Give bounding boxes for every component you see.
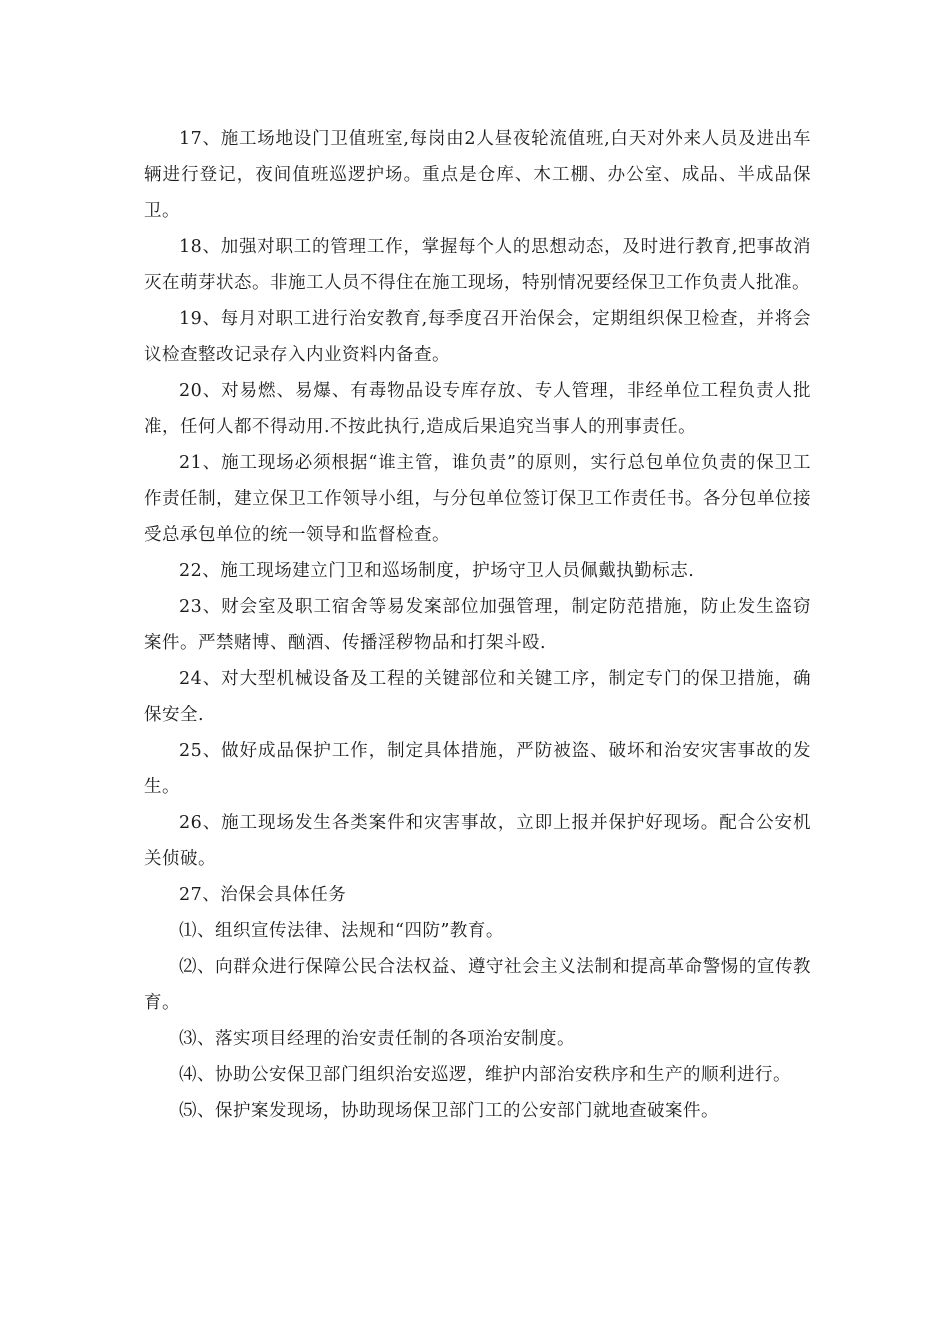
- list-item-3: ⑶、落实项目经理的治安责任制的各项治安制度。: [179, 1029, 575, 1049]
- paragraph-18: 18、加强对职工的管理工作，掌握每个人的思想动态，及时进行教育,把事故消灭在萌芽状态。非施工人员不得住在施工现场，特别情况要经保卫工作负责人批准。: [144, 237, 811, 293]
- paragraph-22: 22、施工现场建立门卫和巡场制度，护场守卫人员佩戴执勤标志.: [179, 561, 695, 581]
- paragraph-21: 21、施工现场必须根据“谁主管，谁负责”的原则，实行总包单位负责的保卫工作责任制，建立保卫工作领导小组，与分包单位签订保卫工作责任书。各分包单位接受总承包单位的统一领导和监督检查。: [144, 453, 811, 545]
- paragraph-25: 25、做好成品保护工作，制定具体措施，严防被盗、破坏和治安灾害事故的发生。: [144, 741, 811, 797]
- list-item-1: ⑴、组织宣传法律、法规和“四防”教育。: [179, 921, 504, 941]
- paragraph-26: 26、施工现场发生各类案件和灾害事故，立即上报并保护好现场。配合公安机关侦破。: [144, 813, 811, 869]
- paragraph-27-heading: 27、治保会具体任务: [179, 885, 347, 905]
- list-item-2: ⑵、向群众进行保障公民合法权益、遵守社会主义法制和提高革命警惕的宣传教育。: [144, 957, 811, 1013]
- paragraph-17: 17、施工场地设门卫值班室,每岗由2人昼夜轮流值班,白天对外来人员及进出车辆进行登记，夜间值班巡逻护场。重点是仓库、木工棚、办公室、成品、半成品保卫。: [144, 129, 811, 221]
- paragraph-20: 20、对易燃、易爆、有毒物品设专库存放、专人管理，非经单位工程负责人批准，任何人都不得动用.不按此执行,造成后果追究当事人的刑事责任。: [144, 381, 811, 437]
- list-item-5: ⑸、保护案发现场，协助现场保卫部门工的公安部门就地查破案件。: [179, 1101, 719, 1121]
- paragraph-19: 19、每月对职工进行治安教育,每季度召开治保会，定期组织保卫检查，并将会议检查整改记录存入内业资料内备查。: [144, 309, 811, 365]
- list-item-4: ⑷、协助公安保卫部门组织治安巡逻，维护内部治安秩序和生产的顺利进行。: [179, 1065, 791, 1085]
- paragraph-23: 23、财会室及职工宿舍等易发案部位加强管理，制定防范措施，防止发生盗窃案件。严禁赌博、酗酒、传播淫秽物品和打架斗殴.: [144, 597, 811, 653]
- paragraph-24: 24、对大型机械设备及工程的关键部位和关键工序，制定专门的保卫措施，确保安全.: [144, 669, 811, 725]
